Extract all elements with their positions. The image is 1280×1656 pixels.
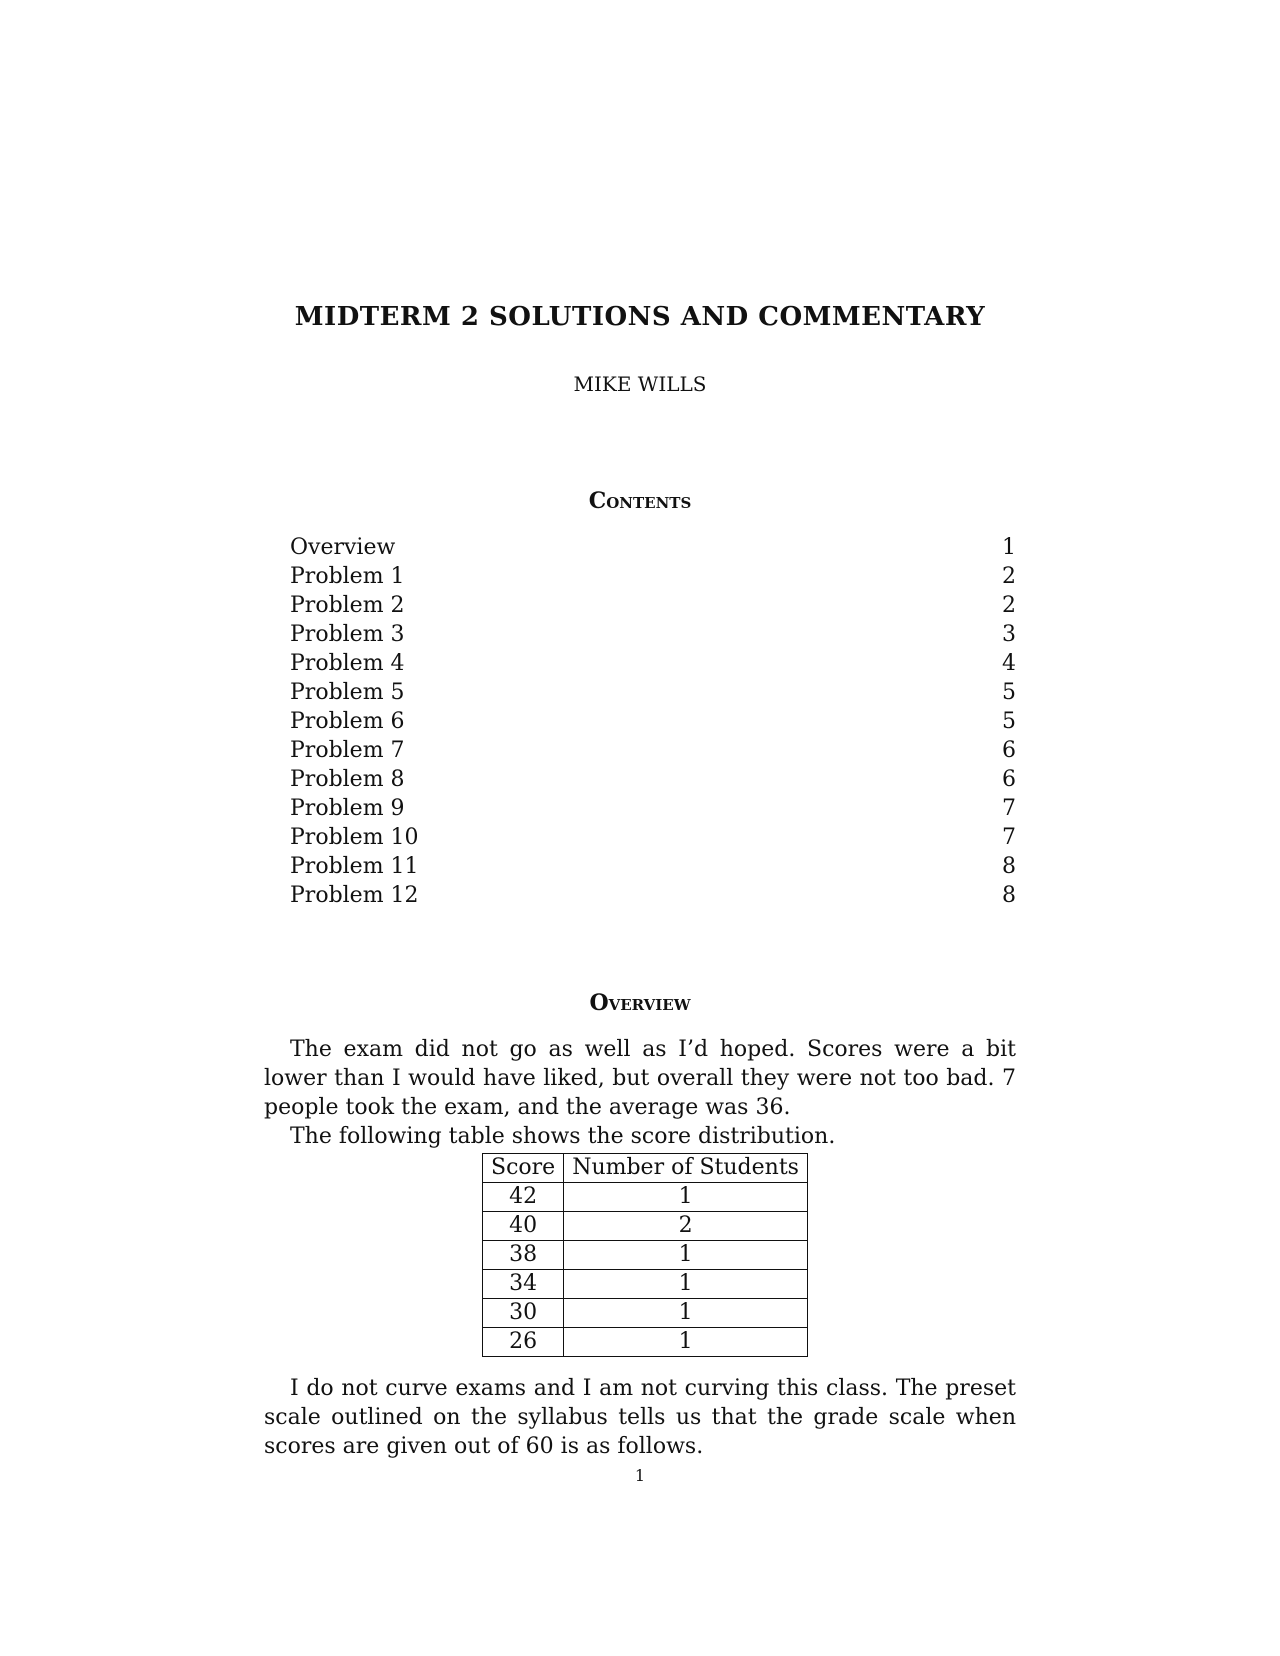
column-header-score: Score — [483, 1154, 564, 1183]
count-cell: 1 — [564, 1241, 808, 1270]
toc-entry-page: 2 — [1002, 593, 1016, 618]
toc-entry[interactable] — [290, 852, 1016, 881]
count-cell: 1 — [564, 1328, 808, 1357]
toc-entry-label: Problem 8 — [290, 767, 405, 792]
toc-entry-label: Overview — [290, 535, 396, 560]
table-header-row — [483, 1154, 808, 1183]
toc-entry[interactable] — [290, 823, 1016, 852]
toc-entry-page: 8 — [1002, 883, 1016, 908]
table-row — [483, 1212, 808, 1241]
table-row — [483, 1299, 808, 1328]
table-of-contents — [290, 533, 1016, 910]
toc-entry-page: 5 — [1002, 680, 1016, 705]
score-cell: 40 — [483, 1212, 564, 1241]
toc-entry-label: Problem 5 — [290, 680, 405, 705]
score-cell: 26 — [483, 1328, 564, 1357]
toc-entry-page: 7 — [1002, 825, 1016, 850]
document-title: MIDTERM 2 SOLUTIONS AND COMMENTARY — [294, 302, 986, 332]
toc-entry[interactable] — [290, 649, 1016, 678]
toc-entry-label: Problem 1 — [290, 564, 405, 589]
table-row — [483, 1241, 808, 1270]
toc-entry-page: 8 — [1002, 854, 1016, 879]
toc-entry-label: Problem 6 — [290, 709, 405, 734]
toc-entry-page: 4 — [1002, 651, 1016, 676]
score-cell: 38 — [483, 1241, 564, 1270]
overview-heading: Overview — [589, 990, 691, 1016]
toc-entry[interactable] — [290, 881, 1016, 910]
toc-entry-label: Problem 9 — [290, 796, 405, 821]
author-name: MIKE WILLS — [573, 372, 707, 396]
toc-entry[interactable] — [290, 707, 1016, 736]
toc-entry-label: Problem 11 — [290, 854, 419, 879]
count-cell: 1 — [564, 1299, 808, 1328]
toc-entry[interactable] — [290, 533, 1016, 562]
toc-entry-page: 2 — [1002, 564, 1016, 589]
overview-paragraph-1: The exam did not go as well as I’d hoped. Scores were a bit lower than I would have liked, but overall they were not too bad. 7 people took the exam, and the average was 36. — [264, 1037, 1016, 1120]
toc-entry-label: Problem 2 — [290, 593, 405, 618]
toc-entry-page: 1 — [1002, 535, 1016, 560]
overview-paragraph-2: The following table shows the score distribution. — [290, 1124, 836, 1149]
toc-entry[interactable] — [290, 794, 1016, 823]
count-cell: 1 — [564, 1183, 808, 1212]
page-number: 1 — [634, 1466, 646, 1485]
score-cell: 34 — [483, 1270, 564, 1299]
toc-entry-page: 7 — [1002, 796, 1016, 821]
score-cell: 30 — [483, 1299, 564, 1328]
toc-entry-page: 6 — [1002, 738, 1016, 763]
score-cell: 42 — [483, 1183, 564, 1212]
toc-entry-label: Problem 4 — [290, 651, 405, 676]
toc-entry[interactable] — [290, 620, 1016, 649]
count-cell: 2 — [564, 1212, 808, 1241]
toc-entry-page: 6 — [1002, 767, 1016, 792]
table-row — [483, 1328, 808, 1357]
toc-entry[interactable] — [290, 736, 1016, 765]
toc-entry[interactable] — [290, 765, 1016, 794]
toc-entry[interactable] — [290, 678, 1016, 707]
count-cell: 1 — [564, 1270, 808, 1299]
toc-entry[interactable] — [290, 591, 1016, 620]
score-distribution-table — [482, 1153, 808, 1357]
toc-entry-label: Problem 12 — [290, 883, 419, 908]
toc-entry-page: 5 — [1002, 709, 1016, 734]
toc-entry-page: 3 — [1002, 622, 1016, 647]
column-header-students: Number of Students — [564, 1154, 808, 1183]
table-row — [483, 1270, 808, 1299]
contents-heading: Contents — [588, 488, 692, 514]
overview-paragraph-3: I do not curve exams and I am not curving this class. The preset scale outlined on the syllabus tells us that the grade scale when scores are given out of 60 is as follows. — [264, 1376, 1016, 1459]
toc-entry[interactable] — [290, 562, 1016, 591]
table-row — [483, 1183, 808, 1212]
toc-entry-label: Problem 10 — [290, 825, 419, 850]
toc-entry-label: Problem 3 — [290, 622, 405, 647]
toc-entry-label: Problem 7 — [290, 738, 405, 763]
